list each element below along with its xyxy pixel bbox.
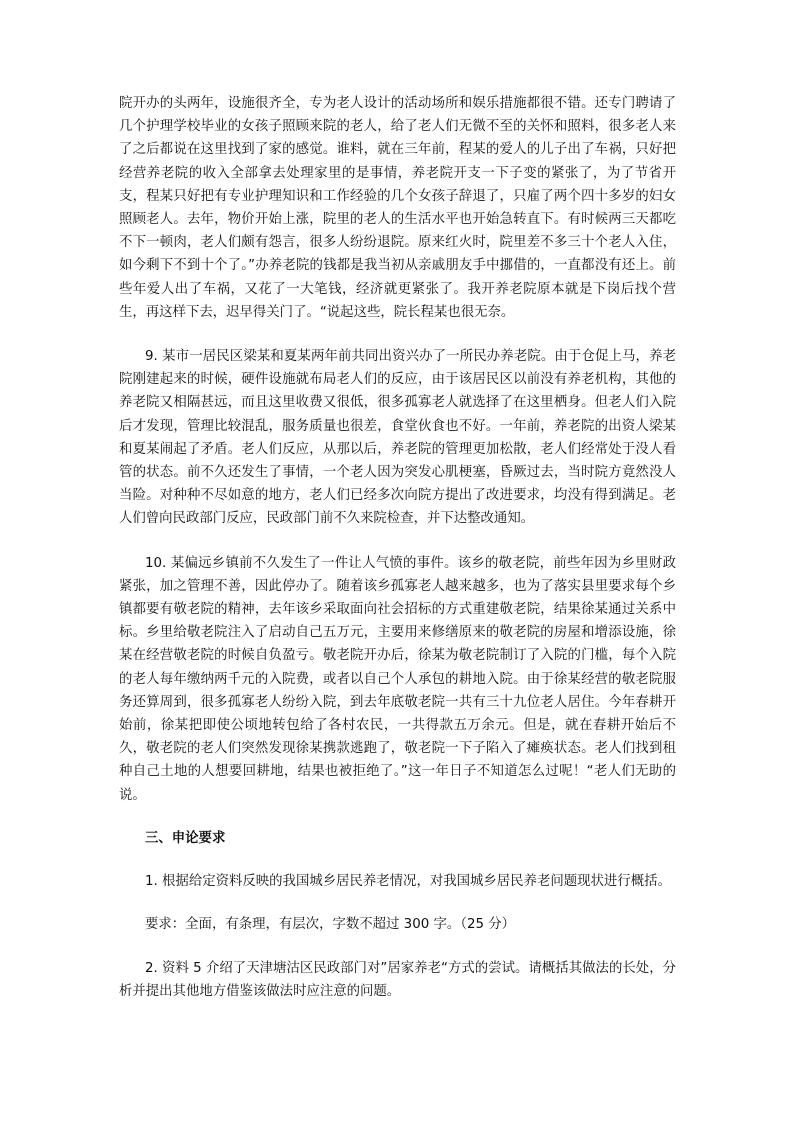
paragraph-10: 10. 某偏远乡镇前不久发生了一件让人气愤的事件。该乡的敬老院，前些年因为乡里财政紧张，加之管理不善，因此停办了。随着该乡孤寡老人越来越多，也为了落实县里要求每个乡镇都要有敬老院的精神，去年该乡采取面向社会招标的方式重建敬老院，结果徐某通过关系中标。乡里给敬老院注入了启动自己五万元，主要用来修缮原来的敬老院的房屋和增添设施，徐某在经营敬老院的时候自负盈亏。敬老院开办后，徐某为敬老院制订了入院的门槛，每个入院的老人每年缴纳两千元的入院费，或者以自己个人承包的耕地入院。由于徐某经营的敬老院服务还算周到，很多孤寡老人纷纷入院，到去年底敬老院一共有三十九位老人居住。今年春耕开始前，徐某把即使公顷地转包给了各村农民，一共得款五万余元。但是，就在春耕开始后不久，敬老院的老人们突然发现徐某携款逃跑了，敬老院一下子陷入了瘫痪状态。老人们找到租种自己土地的人想要回耕地，结果也被拒绝了。”这一年日子不知道怎么过呢！“老人们无助的说。	[119, 555, 676, 803]
section-heading: 三、申论要求	[145, 830, 226, 846]
paragraph-continuation: 院开办的头两年，设施很齐全，专为老人设计的活动场所和娱乐措施都很不错。还专门聘请了几个护理学校毕业的女孩子照顾来院的老人，给了老人们无微不至的关怀和照料，很多老人来了之后都说在这里找到了家的感觉。谁料，就在三年前，程某的爱人的儿子出了车祸，只好把经营养老院的收入全部拿去处理家里的是事情，养老院开支一下子变的紧张了，为了节省开支，程某只好把有专业护理知识和工作经验的几个女孩子辞退了，只雇了两个四十多岁的妇女照顾老人。去年，物价开始上涨，院里的老人的生活水平也开始急转直下。有时候两三天都吃不下一顿肉，老人们颇有怨言，很多人纷纷退院。原来红火时，院里差不多三十个老人入住，如今剩下不到十个了。”办养老院的钱都是我当初从亲戚朋友手中挪借的，一直都没有还上。前些年爱人出了车祸，又花了一大笔钱，经济就更紧张了。我开养老院原本就是下岗后找个营生，再这样下去，迟早得关门了。“说起这些，院长程某也很无奈。	[119, 96, 676, 320]
document-page	[119, 92, 676, 1003]
question-2: 2. 资料 5 介绍了天津塘沽区民政部门对”居家养老“方式的尝试。请概括其做法的长处，分析并提出其他地方借鉴该做法时应注意的问题。	[119, 960, 676, 999]
question-1: 1. 根据给定资料反映的我国城乡居民养老情况，对我国城乡居民养老问题现状进行概括。	[145, 874, 671, 890]
question-1-requirement: 要求：全面，有条理，有层次，字数不超过 300 字。（25 分）	[145, 917, 516, 933]
paragraph-9: 9. 某市一居民区梁某和夏某两年前共同出资兴办了一所民办养老院。由于仓促上马，养老院刚建起来的时候，硬件设施就布局老人们的反应，由于该居民区以前没有养老机构，其他的养老院又相隔甚远，而且这里收费又很低，很多孤寡老人就选择了在这里栖身。但老人们入院后才发现，管理比较混乱，服务质量也很差，食堂伙食也不好。一年前，养老院的出资人梁某和夏某闹起了矛盾。老人们反应，从那以后，养老院的管理更加松散，老人们经常处于没人看管的状态。前不久还发生了事情，一个老人因为突发心肌梗塞，昏厥过去，当时院方竟然没人当险。对种种不尽如意的地方，老人们已经多次向院方提出了改进要求，均没有得到满足。老人们曾向民政部门反应，民政部门前不久来院检查，并下达整改通知。	[119, 349, 676, 527]
